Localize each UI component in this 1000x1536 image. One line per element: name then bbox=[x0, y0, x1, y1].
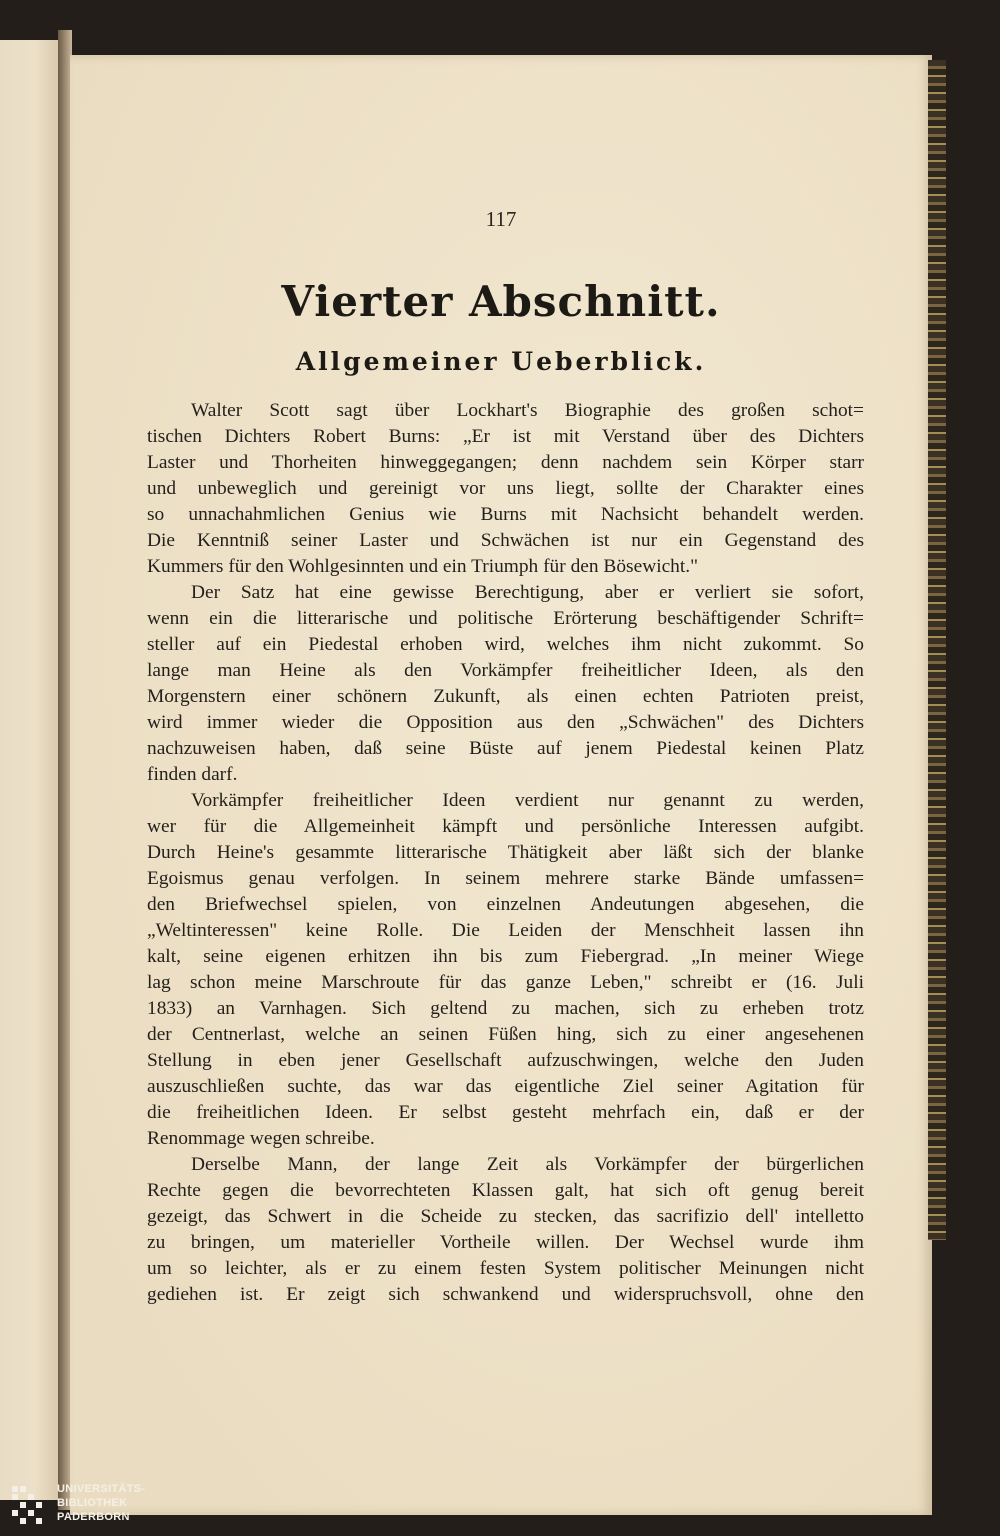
text-line: steller auf ein Piedestal erhoben wird, welches ihm nicht zukommt. So bbox=[147, 634, 864, 655]
text-line: Laster und Thorheiten hinweggegangen; denn nachdem sein Körper starr bbox=[147, 452, 864, 473]
text-line: Die Kenntniß seiner Laster und Schwächen ist nur ein Gegenstand des bbox=[147, 530, 864, 551]
page-number: 117 bbox=[485, 207, 517, 231]
library-logo-text bbox=[57, 1482, 145, 1524]
text-line: gediehen ist. Er zeigt sich schwankend und widerspruchsvoll, ohne den bbox=[147, 1284, 864, 1305]
text-line: tischen Dichters Robert Burns: „Er ist mit Verstand über des Dichters bbox=[147, 426, 864, 447]
text-line: wer für die Allgemeinheit kämpft und persönliche Interessen aufgibt. bbox=[147, 816, 864, 837]
text-line: Vorkämpfer freiheitlicher Ideen verdient nur genannt zu werden, bbox=[191, 790, 864, 811]
text-line: Renommage wegen schreibe. bbox=[147, 1128, 375, 1149]
text-line: finden darf. bbox=[147, 764, 238, 785]
text-line: die freiheitlichen Ideen. Er selbst gesteht mehrfach ein, daß er der bbox=[147, 1102, 864, 1123]
text-line: Durch Heine's gesammte litterarische Thätigkeit aber läßt sich der blanke bbox=[147, 842, 864, 863]
logo-line-3: PADERBORN bbox=[57, 1511, 130, 1523]
text-line: um so leichter, als er zu einem festen System politischer Meinungen nicht bbox=[147, 1258, 864, 1279]
logo-line-1: UNIVERSITÄTS- bbox=[57, 1483, 146, 1495]
text-line: lag schon meine Marschroute für das ganze Leben," schreibt er (16. Juli bbox=[147, 972, 864, 993]
text-line: Rechte gegen die bevorrechteten Klassen galt, hat sich oft genug bereit bbox=[147, 1180, 864, 1201]
text-line: lange man Heine als den Vorkämpfer freiheitlicher Ideen, als den bbox=[147, 660, 864, 681]
section-subheading: Allgemeiner Ueberblick. bbox=[295, 347, 707, 376]
text-line: wird immer wieder die Opposition aus den „Schwächen" des Dichters bbox=[147, 712, 864, 733]
text-line: Kummers für den Wohlgesinnten und ein Triumph für den Bösewicht." bbox=[147, 556, 699, 577]
library-logo bbox=[10, 1482, 170, 1530]
book-page bbox=[70, 55, 932, 1515]
chapter-heading: Vierter Abschnitt. bbox=[281, 277, 721, 326]
text-line: kalt, seine eigenen erhitzen ihn bis zum Fiebergrad. „In meiner Wiege bbox=[147, 946, 864, 967]
text-line: und unbeweglich und gereinigt vor uns liegt, sollte der Charakter eines bbox=[147, 478, 864, 499]
text-line: der Centnerlast, welche an seinen Füßen hing, sich zu einer angesehenen bbox=[147, 1024, 864, 1045]
text-line: Der Satz hat eine gewisse Berechtigung, aber er verliert sie sofort, bbox=[191, 582, 864, 603]
text-line: so unnachahmlichen Genius wie Burns mit Nachsicht behandelt werden. bbox=[147, 504, 864, 525]
text-line: Stellung in eben jener Gesellschaft aufzuschwingen, welche den Juden bbox=[147, 1050, 864, 1071]
text-line: nachzuweisen haben, daß seine Büste auf jenem Piedestal keinen Platz bbox=[147, 738, 864, 759]
text-line: wenn ein die litterarische und politische Erörterung beschäftigender Schrift= bbox=[147, 608, 864, 629]
text-line: Walter Scott sagt über Lockhart's Biographie des großen schot= bbox=[191, 400, 864, 421]
library-logo-icon bbox=[10, 1484, 50, 1526]
logo-line-2: BIBLIOTHEK bbox=[57, 1497, 128, 1509]
text-line: Egoismus genau verfolgen. In seinem mehrere starke Bände umfassen= bbox=[147, 868, 864, 889]
text-line: gezeigt, das Schwert in die Scheide zu stecken, das sacrifizio dell' intelletto bbox=[147, 1206, 864, 1227]
text-line: Morgenstern einer schönern Zukunft, als einen echten Patrioten preist, bbox=[147, 686, 864, 707]
text-line: den Briefwechsel spielen, von einzelnen Andeutungen abgesehen, die bbox=[147, 894, 864, 915]
text-line: „Weltinteressen" keine Rolle. Die Leiden der Menschheit lassen ihn bbox=[147, 920, 864, 941]
left-page-edge bbox=[0, 40, 59, 1500]
text-line: auszuschließen suchte, das war das eigentliche Ziel seiner Agitation für bbox=[147, 1076, 864, 1097]
book-binding bbox=[928, 60, 946, 1240]
body-text bbox=[147, 398, 864, 1308]
text-line: Derselbe Mann, der lange Zeit als Vorkämpfer der bürgerlichen bbox=[191, 1154, 864, 1175]
text-line: 1833) an Varnhagen. Sich geltend zu machen, sich zu erheben trotz bbox=[147, 998, 864, 1019]
text-line: zu bringen, um materieller Vortheile willen. Der Wechsel wurde ihm bbox=[147, 1232, 864, 1253]
